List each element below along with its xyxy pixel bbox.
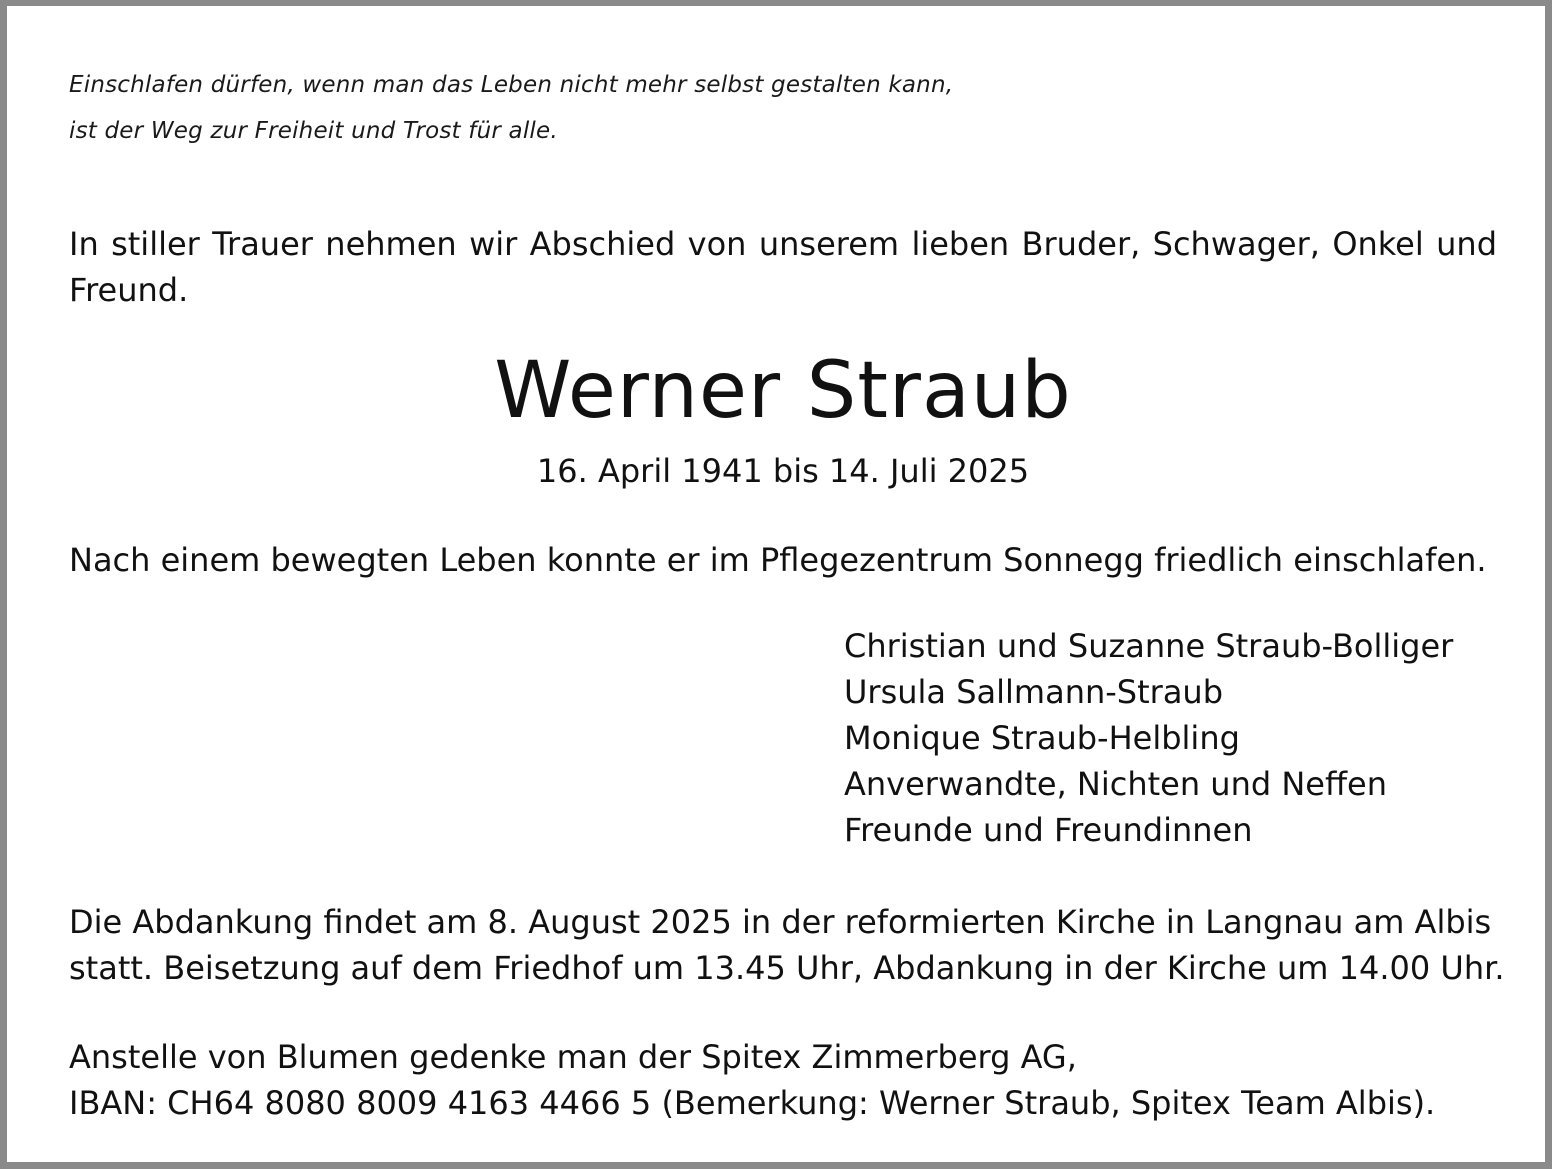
passing-text: Nach einem bewegten Leben konnte er im Pflegezentrum Sonnegg friedlich einschlafen. [69,541,1487,579]
donation-line: IBAN: CH64 8080 8009 4163 4466 5 (Bemerkung: Werner Straub, Spitex Team Albis). [69,1084,1436,1122]
life-dates: 16. April 1941 bis 14. Juli 2025 [536,452,1030,490]
ceremony-line: Die Abdankung findet am 8. August 2025 in der reformierten Kirche in Langnau am Albis [69,903,1492,941]
mourner-entry: Anverwandte, Nichten und Neffen [844,765,1387,803]
mourner-entry: Christian und Suzanne Straub-Bolliger [844,627,1454,665]
intro-text: In stiller Trauer nehmen wir Abschied von unserem lieben Bruder, Schwager, Onkel und Freund. [69,225,1497,309]
mourner-entry: Freunde und Freundinnen [844,811,1253,849]
motto-line: ist der Weg zur Freiheit und Trost für alle. [69,118,558,144]
deceased-name: Werner Straub [494,346,1072,436]
mourner-entry: Ursula Sallmann-Straub [844,673,1224,711]
motto-quote [69,62,1069,154]
motto-line: Einschlafen dürfen, wenn man das Leben nicht mehr selbst gestalten kann, [69,72,954,98]
mourners-list [844,623,1544,853]
ceremony-line: statt. Beisetzung auf dem Friedhof um 13.45 Uhr, Abdankung in der Kirche um 14.00 Uhr. [69,949,1505,987]
donation-info [69,1034,1509,1126]
donation-line: Anstelle von Blumen gedenke man der Spitex Zimmerberg AG, [69,1038,1077,1076]
ceremony-info [69,899,1509,991]
mourner-entry: Monique Straub-Helbling [844,719,1240,757]
